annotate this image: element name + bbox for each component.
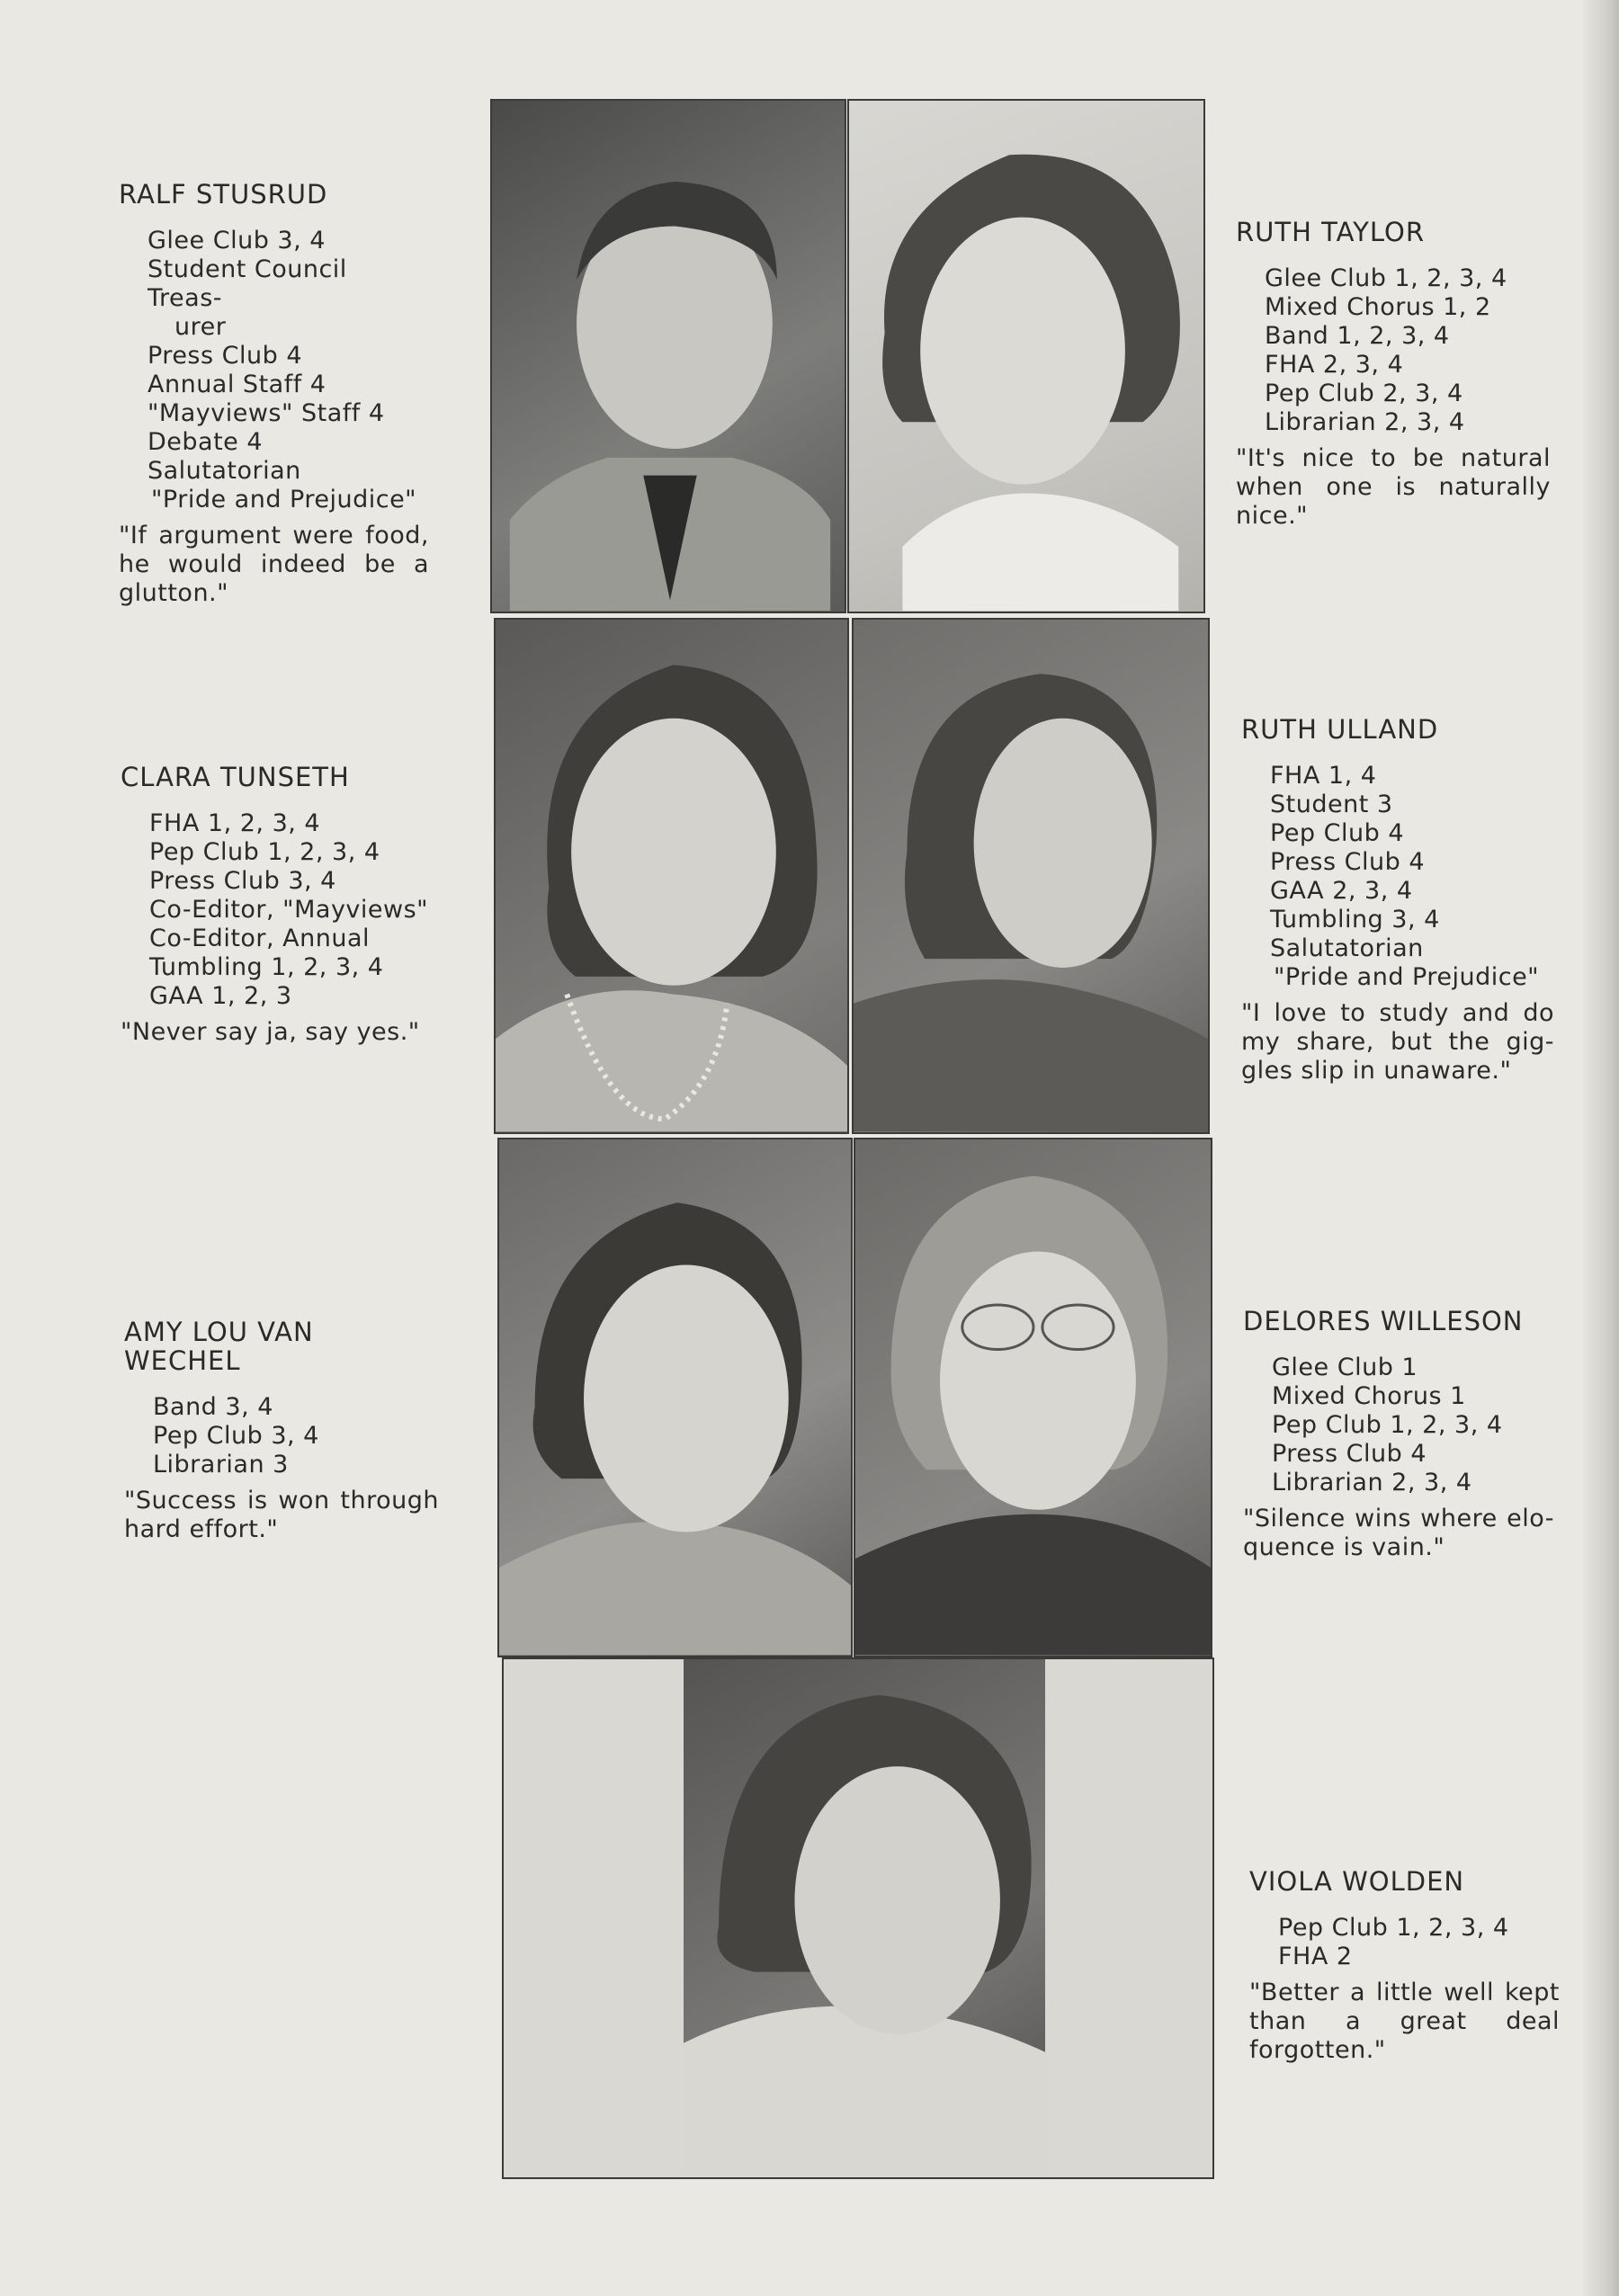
activities-list xyxy=(1278,1914,1560,1971)
activity: Annual Staff 4 xyxy=(148,371,326,398)
bio-ruth-taylor xyxy=(1236,218,1551,531)
portrait-clara-tunseth xyxy=(494,618,849,1134)
student-quote: "Silence wins where elo- quence is vain." xyxy=(1243,1505,1554,1561)
student-name: RUTH TAYLOR xyxy=(1236,217,1425,247)
portrait-delores-willeson xyxy=(854,1138,1212,1657)
activity: Co-Editor, Annual xyxy=(149,925,371,952)
activity: Librarian 2, 3, 4 xyxy=(1265,408,1465,436)
activity: Glee Club 3, 4 xyxy=(148,227,326,255)
student-name: AMY LOU VAN WECHEL xyxy=(124,1317,314,1376)
bio-ruth-ulland xyxy=(1241,715,1554,1085)
activity: "Pride and Prejudice" xyxy=(1274,963,1540,991)
student-name: CLARA TUNSETH xyxy=(121,762,350,792)
activity: Pep Club 4 xyxy=(1270,819,1405,847)
activity: "Pride and Prejudice" xyxy=(151,486,417,514)
activities-list xyxy=(1270,762,1554,992)
activity: Librarian 2, 3, 4 xyxy=(1272,1469,1472,1496)
student-name: DELORES WILLESON xyxy=(1243,1306,1524,1336)
activity: Tumbling 3, 4 xyxy=(1270,906,1440,934)
activity: Mixed Chorus 1 xyxy=(1272,1382,1466,1410)
activity: Co-Editor, "Mayviews" xyxy=(149,896,429,924)
portrait-ruth-ulland xyxy=(852,618,1210,1134)
activity: FHA 2, 3, 4 xyxy=(1265,351,1404,379)
activity: Librarian 3 xyxy=(153,1451,289,1479)
activity: Pep Club 1, 2, 3, 4 xyxy=(1278,1914,1509,1942)
bio-delores-willeson xyxy=(1243,1307,1554,1562)
activity: Tumbling 1, 2, 3, 4 xyxy=(149,953,384,981)
activity: Press Club 3, 4 xyxy=(149,867,336,895)
portrait-viola-wolden xyxy=(502,1657,1214,2179)
activity: FHA 1, 4 xyxy=(1270,762,1377,790)
activity: urer xyxy=(174,313,227,341)
activity: Band 1, 2, 3, 4 xyxy=(1265,322,1450,350)
activity: Press Club 4 xyxy=(1270,848,1426,876)
page-edge xyxy=(1583,0,1619,2296)
activities-list xyxy=(149,809,435,1011)
student-quote: "Better a little well kept than a great deal forgotten." xyxy=(1249,1979,1560,2064)
activity: Pep Club 1, 2, 3, 4 xyxy=(1272,1411,1503,1439)
activity: Glee Club 1, 2, 3, 4 xyxy=(1265,264,1507,292)
bio-viola-wolden xyxy=(1249,1867,1560,2065)
bio-clara-tunseth xyxy=(121,763,435,1047)
activity: FHA 1, 2, 3, 4 xyxy=(149,809,321,837)
portrait-ralf-stusrud xyxy=(490,99,846,613)
student-quote: "If argument were food, he would indeed be a glutton." xyxy=(119,522,429,607)
bio-amy-lou-van-wechel xyxy=(124,1318,439,1544)
activity: Glee Club 1 xyxy=(1272,1353,1418,1381)
activity: Debate 4 xyxy=(148,428,264,456)
portrait-ruth-taylor xyxy=(847,99,1205,613)
activity: Pep Club 2, 3, 4 xyxy=(1265,380,1463,407)
activity: Salutatorian xyxy=(1270,934,1424,962)
activity: Band 3, 4 xyxy=(153,1393,273,1421)
student-quote: "I love to study and do my share, but the gig- gles slip in unaware." xyxy=(1241,999,1554,1085)
bio-ralf-stusrud xyxy=(119,180,429,608)
activities-list xyxy=(153,1393,439,1479)
activity: Press Club 4 xyxy=(1272,1440,1427,1468)
activity: Student 3 xyxy=(1270,791,1393,818)
activity: Salutatorian xyxy=(148,457,301,485)
activity: Student Council Treas- xyxy=(148,255,347,312)
activities-list xyxy=(1265,264,1551,437)
portrait-amy-lou-van-wechel xyxy=(497,1138,853,1657)
activity: GAA 2, 3, 4 xyxy=(1270,877,1413,905)
activity: GAA 1, 2, 3 xyxy=(149,982,292,1010)
activities-list xyxy=(148,227,429,514)
student-name: RUTH ULLAND xyxy=(1241,714,1439,745)
activities-list xyxy=(1272,1353,1554,1497)
activity: Mixed Chorus 1, 2 xyxy=(1265,293,1491,321)
student-name: RALF STUSRUD xyxy=(119,179,328,210)
student-name: VIOLA WOLDEN xyxy=(1249,1866,1465,1897)
student-quote: "Never say ja, say yes." xyxy=(121,1018,420,1046)
activity: "Mayviews" Staff 4 xyxy=(148,399,385,427)
student-quote: "Success is won through hard effort." xyxy=(124,1487,439,1543)
activity: Pep Club 1, 2, 3, 4 xyxy=(149,838,380,866)
activity: FHA 2 xyxy=(1278,1943,1353,1970)
activity: Press Club 4 xyxy=(148,342,303,370)
activity: Pep Club 3, 4 xyxy=(153,1422,319,1450)
student-quote: "It's nice to be natural when one is naturally nice." xyxy=(1236,444,1551,530)
